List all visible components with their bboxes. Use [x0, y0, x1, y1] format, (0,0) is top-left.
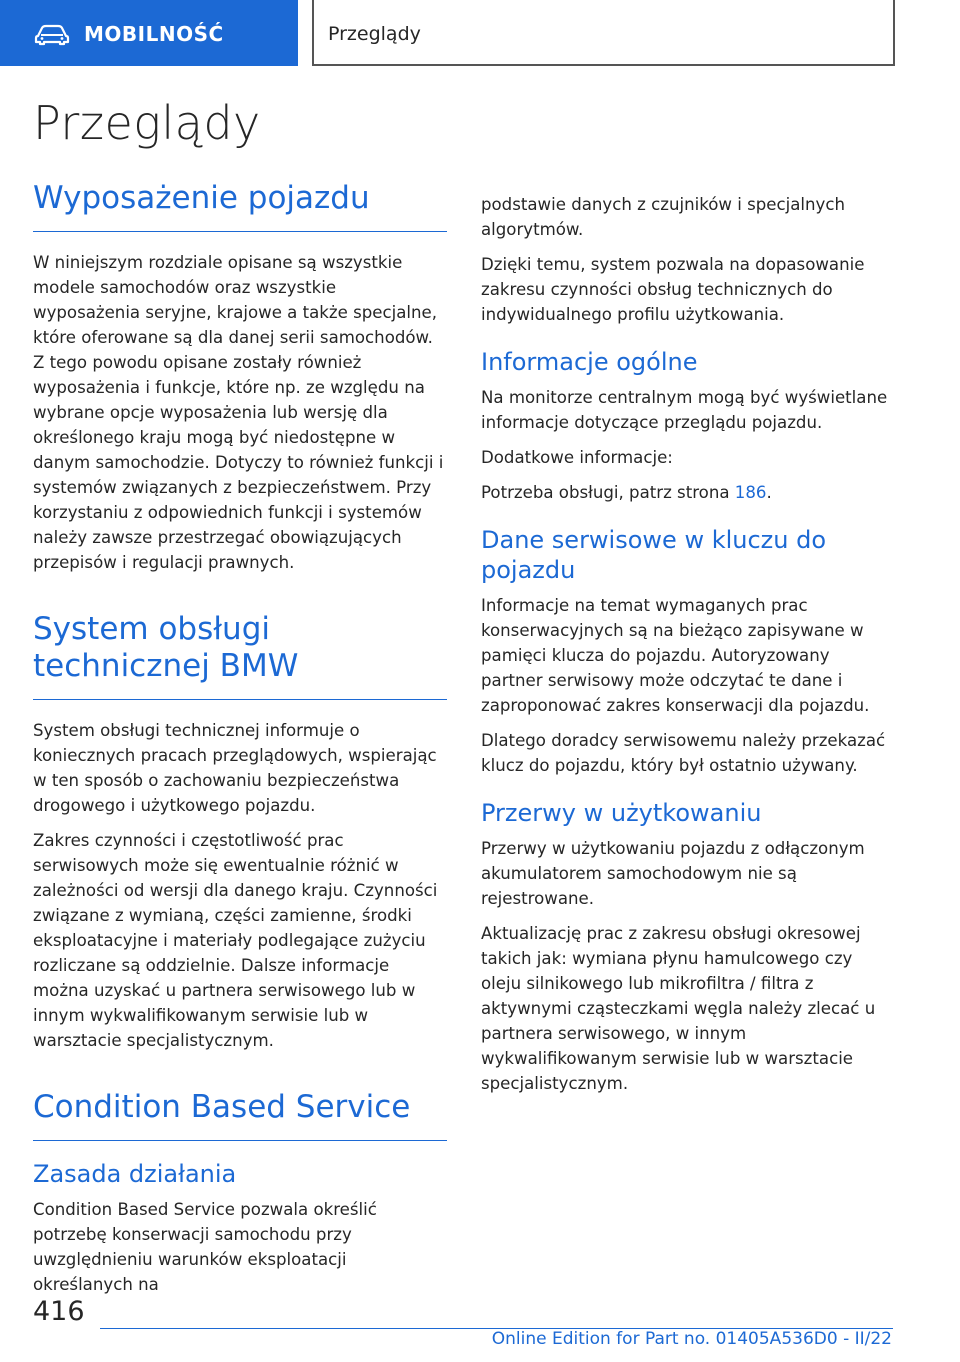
heading-dane: Dane serwisowe w kluczu do pojazdu — [481, 526, 827, 584]
paragraph-przerwy-2: Aktualizację prac z zakresu obsługi okresowej takich jak: wymiana płynu hamulcowego czy oleju silnikowego lub mikrofiltra / filtra z aktywnymi cząsteczkami węgla należy zlecać u partnera serwisowego, w innym wykwalifikowanym serwisie lub w warsztacie specjalistycznym. — [481, 924, 876, 1093]
heading-cbs: Condition Based Service — [33, 1089, 447, 1141]
heading-system: System obsługi technicznej BMW — [33, 611, 447, 700]
paragraph-system-2: Zakres czynności i częstotliwość prac serwisowych może się ewentualnie różnić w zależności od wersji dla danego kraju. Czynności związane z wymianą, części zamienne, środki eksploatacyjne i materiały podlegające zużyciu rozliczane są oddzielnie. Dalsze informacje można uzyskać u partnera serwisowego lub w innym wykwalifikowanym serwisie lub w warsztacie specjalistycznym. — [33, 831, 438, 1050]
paragraph-dane-1: Informacje na temat wymaganych prac konserwacyjnych są na bieżąco zapisywane w pamięci klucza do pojazdu. Autoryzowany partner serwisowy może odczytać te dane i zaproponować zakres konserwacji dla pojazdu. — [481, 596, 870, 715]
paragraph-info-3 — [481, 480, 895, 505]
chapter-label: Przeglądy — [328, 23, 421, 45]
heading-wyposazenie: Wyposażenie pojazdu — [33, 180, 447, 232]
page-number: 416 — [33, 1296, 85, 1327]
page-link[interactable]: 186 — [734, 483, 767, 502]
heading-przerwy: Przerwy w użytkowaniu — [481, 799, 762, 827]
footer-edition: Online Edition for Part no. 01405A536D0 - II/22 — [491, 1329, 892, 1349]
paragraph-dane-2: Dlatego doradcy serwisowemu należy przekazać klucz do pojazdu, który był ostatnio używany. — [481, 731, 886, 775]
page-title: Przeglądy — [33, 96, 261, 150]
paragraph-dzieki: Dzięki temu, system pozwala na dopasowanie zakresu czynności obsług technicznych do indywidualnego profilu użytkowania. — [481, 255, 865, 324]
left-column — [33, 180, 447, 1307]
paragraph-zasada: Condition Based Service pozwala określić potrzebę konserwacji samochodu przy uwzględnieniu warunków eksploatacji określanych na — [33, 1200, 377, 1294]
chapter-tab[interactable] — [312, 0, 895, 66]
heading-info: Informacje ogólne — [481, 348, 698, 376]
right-column — [481, 192, 895, 1106]
info-3-end: . — [766, 483, 772, 502]
paragraph-przerwy-1: Przerwy w użytkowaniu pojazdu z odłączonym akumulatorem samochodowym nie są rejestrowane. — [481, 839, 865, 908]
paragraph-system-1: System obsługi technicznej informuje o koniecznych pracach przeglądowych, wspierając w ten sposób o zachowaniu bezpieczeństwa drogowego i użytkowego pojazdu. — [33, 721, 437, 815]
heading-zasada: Zasada działania — [33, 1160, 237, 1188]
paragraph-wyposazenie: W niniejszym rozdziale opisane są wszystkie modele samochodów oraz wszystkie wyposażenia seryjne, krajowe a także specjalne, które oferowane są dla danej serii samochodów. Z tego powodu opisane zostały również wyposażenia i funkcje, które np. ze względu na wybrane opcje wyposażenia lub wersję dla określonego kraju mogą być niedostępne w danym samochodzie. Dotyczy to również funkcji i systemów związanych z bezpieczeństwem. Przy korzystaniu z odpowiednich funkcji i systemów należy zawsze przestrzegać obowiązujących przepisów i regulacji prawnych. — [33, 253, 444, 572]
car-icon — [34, 24, 70, 46]
paragraph-info-1: Na monitorze centralnym mogą być wyświetlane informacje dotyczące przeglądu pojazdu. — [481, 388, 888, 432]
paragraph-info-2: Dodatkowe informacje: — [481, 448, 673, 467]
paragraph-continuation: podstawie danych z czujników i specjalnych algorytmów. — [481, 195, 846, 239]
section-tab[interactable] — [0, 0, 298, 66]
section-label: MOBILNOŚĆ — [84, 22, 224, 46]
page-header — [0, 0, 960, 66]
info-3-text: Potrzeba obsługi, patrz strona — [481, 483, 735, 502]
